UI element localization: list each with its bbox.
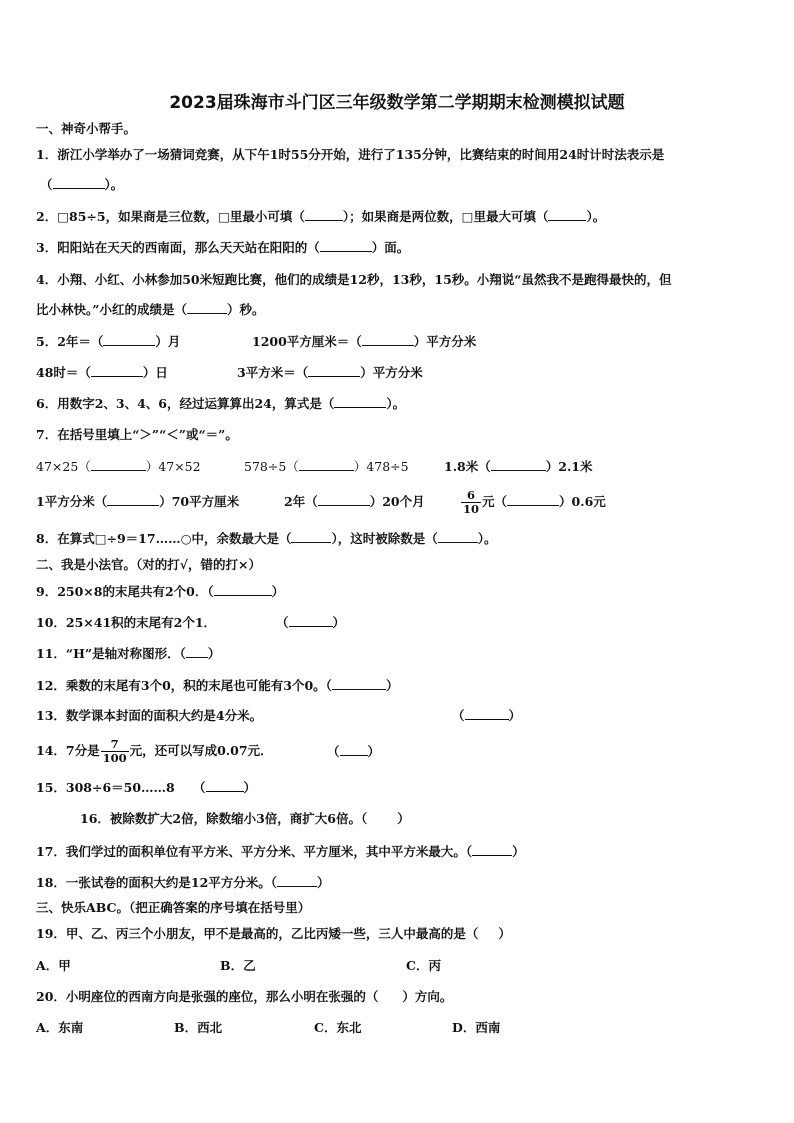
- question-5-part-b: 1200平方厘米＝（ ）平方分米: [252, 334, 477, 349]
- answer-blank[interactable]: [291, 531, 331, 543]
- question-4-line-1: 4．小翔、小红、小林参加50米短跑比赛，他们的成绩是12秒，13秒，15秒。小翔说“虽然我不是跑得最快的，但: [36, 272, 672, 287]
- question-11: 11．“H”是轴对称图形．（ ）: [36, 646, 221, 661]
- answer-blank[interactable]: [308, 365, 360, 377]
- question-7-compare-1: 47×25（ ）47×52: [36, 459, 201, 474]
- question-9: 9．250×8的末尾共有2个0．（ ）: [36, 584, 285, 599]
- answer-blank[interactable]: [438, 531, 478, 543]
- answer-blank[interactable]: [472, 844, 512, 856]
- answer-blank[interactable]: [491, 459, 546, 471]
- question-20-option-b[interactable]: B．西北: [174, 1020, 223, 1035]
- question-16: 16．被除数扩大2倍，除数缩小3倍，商扩大6倍。（ ）: [80, 811, 410, 826]
- answer-blank[interactable]: [465, 708, 509, 720]
- section-2-heading: 二、我是小法官。（对的打√，错的打×）: [36, 557, 261, 572]
- answer-blank[interactable]: [340, 744, 368, 756]
- answer-blank[interactable]: [507, 494, 559, 506]
- question-1-line-2: （ ）。: [40, 177, 124, 192]
- question-7-compare-2: 578÷5（ ）478÷5: [244, 459, 409, 474]
- answer-blank[interactable]: [206, 780, 244, 792]
- answer-blank[interactable]: [318, 494, 370, 506]
- question-10: 10．25×41积的末尾有2个1．: [36, 615, 217, 630]
- question-19-option-a[interactable]: A．甲: [36, 958, 71, 973]
- question-19: 19．甲、乙、丙三个小朋友，甲不是最高的，乙比丙矮一些，三人中最高的是（ ）: [36, 926, 511, 941]
- answer-blank[interactable]: [548, 209, 586, 221]
- question-14-answer: （ ）: [327, 744, 381, 759]
- question-14: 14．7分是 $\frac{7}{100}$ 元，还可以写成0.07元．: [36, 737, 273, 765]
- question-13-answer: （ ）: [452, 708, 522, 723]
- answer-blank[interactable]: [289, 615, 333, 627]
- question-20-option-c[interactable]: C．东北: [314, 1020, 362, 1035]
- answer-blank[interactable]: [299, 459, 354, 471]
- question-18: 18．一张试卷的面积大约是12平方分米。（ ）: [36, 875, 330, 890]
- question-3: 3．阳阳站在天天的西南面，那么天天站在阳阳的（ ）面。: [36, 240, 410, 255]
- answer-blank[interactable]: [91, 365, 143, 377]
- question-19-option-b[interactable]: B．乙: [220, 958, 256, 973]
- question-15: 15．308÷6＝50……8: [36, 780, 175, 795]
- answer-blank[interactable]: [320, 240, 372, 252]
- question-5-part-a: 5．2年＝（ ）月: [36, 334, 181, 349]
- question-20-option-a[interactable]: A．东南: [36, 1020, 84, 1035]
- answer-blank[interactable]: [277, 875, 317, 887]
- answer-blank[interactable]: [362, 334, 414, 346]
- question-2: 2．□85÷5，如果商是三位数，□里最小可填（ ）；如果商是两位数，□里最大可填（ ）。: [36, 209, 606, 224]
- question-10-answer: （ ）: [276, 615, 346, 630]
- answer-blank[interactable]: [332, 678, 386, 690]
- answer-blank[interactable]: [107, 494, 159, 506]
- question-7-compare-3: 1.8米（ ）2.1米: [444, 459, 593, 474]
- question-4-line-2: 比小林快。”小红的成绩是（ ）秒。: [36, 302, 265, 317]
- answer-blank[interactable]: [305, 209, 343, 221]
- question-12: 12．乘数的末尾有3个0，积的末尾也可能有3个0。（ ）: [36, 678, 399, 693]
- answer-blank[interactable]: [186, 646, 208, 658]
- question-7-compare-6: $\frac{6}{10}$ 元（ ）0.6元: [463, 488, 606, 516]
- question-5-part-c: 48时＝（ ）日: [36, 365, 168, 380]
- question-19-option-c[interactable]: C．丙: [406, 958, 441, 973]
- answer-blank[interactable]: [334, 396, 386, 408]
- question-13: 13．数学课本封面的面积大约是4分米。: [36, 708, 263, 723]
- answer-blank[interactable]: [91, 459, 146, 471]
- answer-blank[interactable]: [187, 302, 227, 314]
- fraction-seven-hundredths: $\frac{7}{100}$: [102, 737, 127, 765]
- answer-blank[interactable]: [103, 334, 155, 346]
- question-7-compare-5: 2年（ ）20个月: [284, 494, 425, 509]
- question-8: 8．在算式□÷9＝17……○中，余数最大是（ ），这时被除数是（ ）。: [36, 531, 497, 546]
- fraction-six-tenths: $\frac{6}{10}$: [463, 488, 480, 516]
- answer-blank[interactable]: [214, 584, 272, 596]
- section-3-heading: 三、快乐ABC。（把正确答案的序号填在括号里）: [36, 900, 311, 915]
- question-7-compare-4: 1平方分米（ ）70平方厘米: [36, 494, 240, 509]
- question-20-option-d[interactable]: D．西南: [452, 1020, 501, 1035]
- question-17: 17．我们学过的面积单位有平方米、平方分米、平方厘米，其中平方米最大。（ ）: [36, 844, 525, 859]
- page-title: 2023届珠海市斗门区三年级数学第二学期期末检测模拟试题: [169, 93, 625, 113]
- question-1-line-1: 1．浙江小学举办了一场猜词竞赛，从下午1时55分开始，进行了135分钟，比赛结束的时间用24时计时法表示是: [36, 147, 665, 162]
- question-7: 7．在括号里填上“＞”“＜”或“＝”。: [36, 427, 238, 442]
- question-5-part-d: 3平方米＝（ ）平方分米: [237, 365, 423, 380]
- question-6: 6．用数字2、3、4、6，经过运算算出24，算式是（ ）。: [36, 396, 406, 411]
- answer-blank[interactable]: [53, 177, 105, 189]
- section-1-heading: 一、神奇小帮手。: [36, 121, 137, 136]
- question-15-answer: （ ）: [193, 780, 257, 795]
- question-20: 20．小明座位的西南方向是张强的座位，那么小明在张强的（ ）方向。: [36, 989, 453, 1004]
